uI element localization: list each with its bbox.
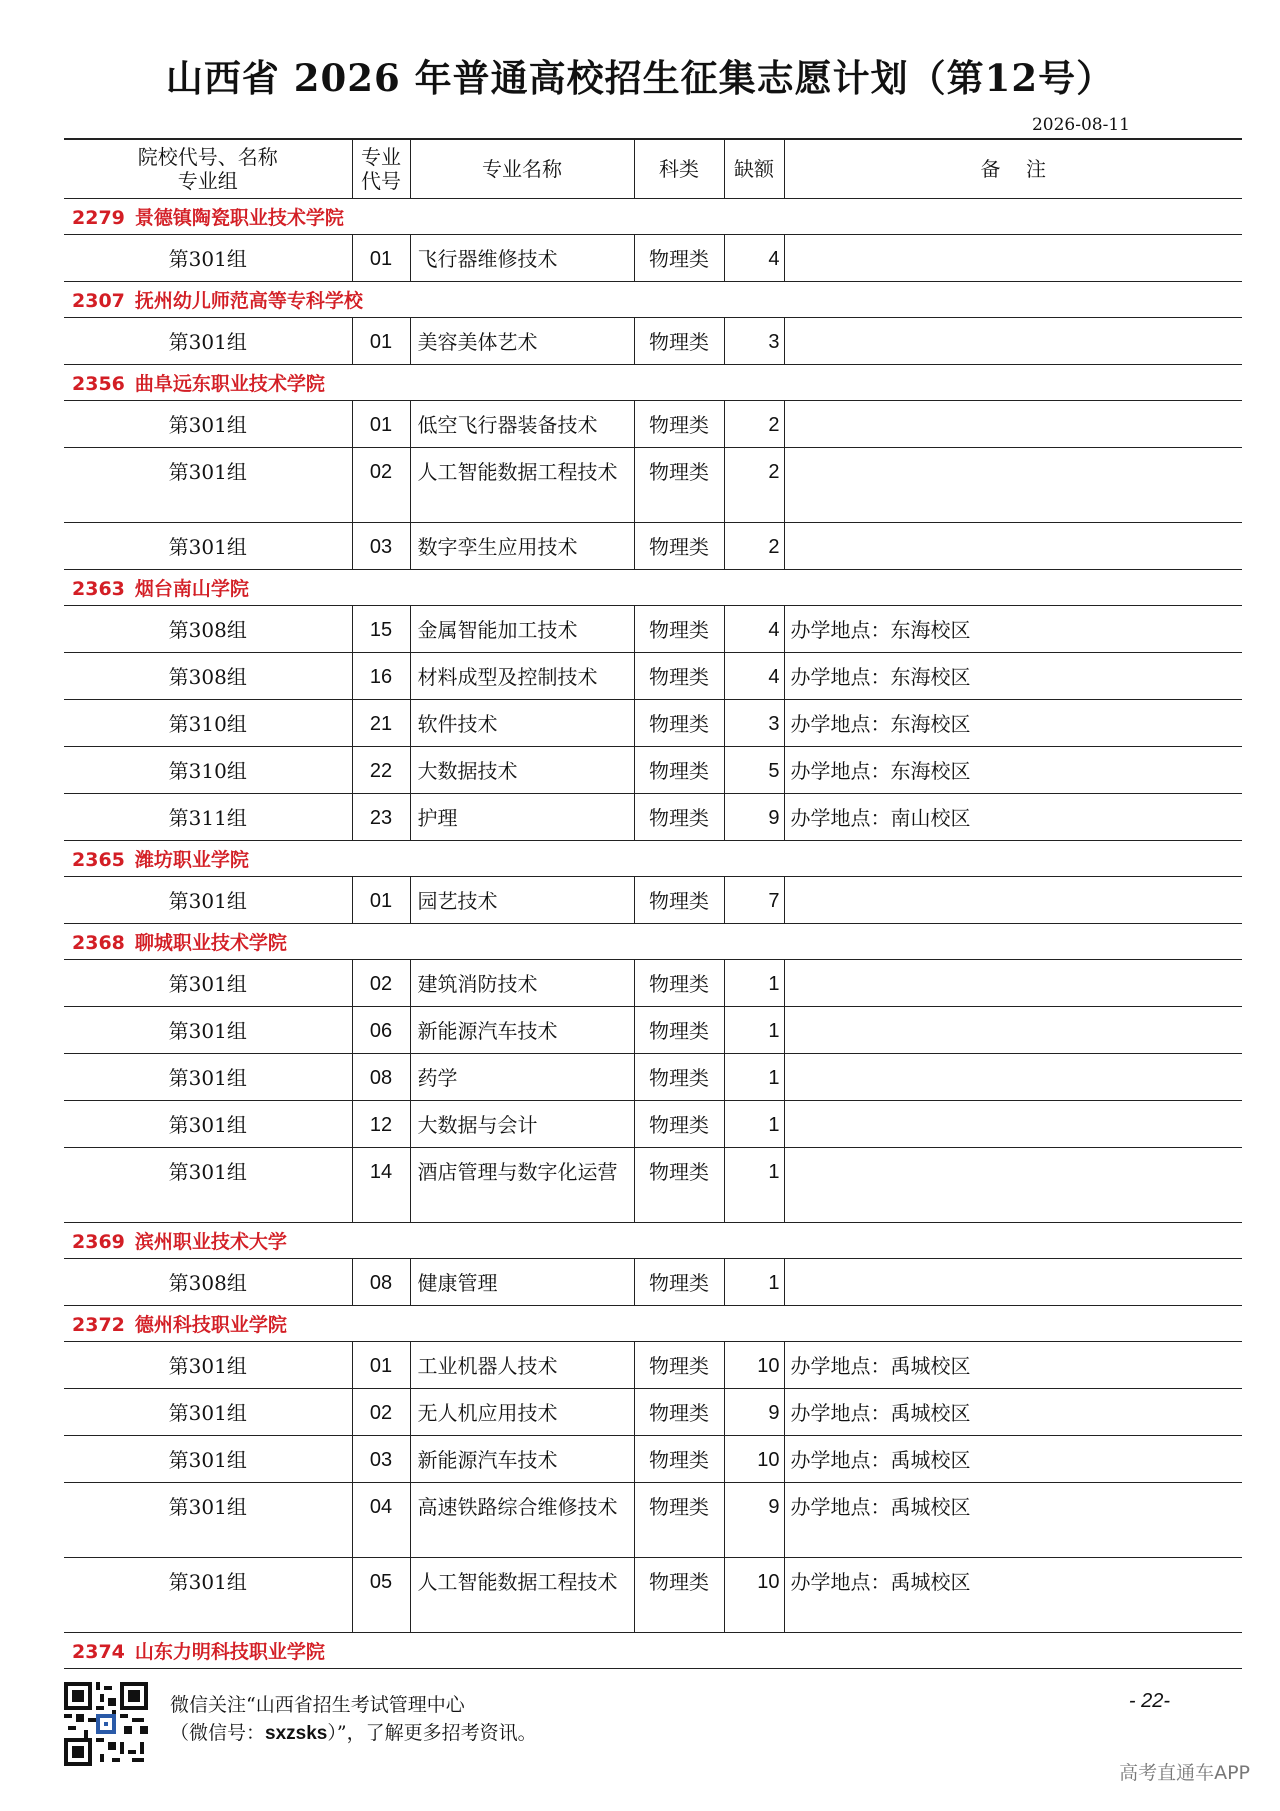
header-school: 院校代号、名称 专业组: [64, 139, 352, 199]
school-name: 抚州幼儿师范高等专科学校: [134, 290, 363, 312]
major-name-cell: 低空飞行器装备技术: [410, 401, 634, 448]
category-cell: 物理类: [634, 448, 724, 523]
footer-divider: [64, 1668, 1242, 1669]
remark-cell: 办学地点：禹城校区: [784, 1389, 1242, 1436]
major-name-cell: 新能源汽车技术: [410, 1007, 634, 1054]
group-cell: 第301组: [64, 877, 352, 924]
major-name-cell: 高速铁路综合维修技术: [410, 1483, 634, 1558]
quota-cell: 1: [724, 960, 784, 1007]
school-cell: [64, 924, 1242, 960]
header-quota: 缺额: [724, 139, 784, 199]
group-cell: 第301组: [64, 235, 352, 282]
group-cell: 第301组: [64, 1101, 352, 1148]
category-cell: 物理类: [634, 747, 724, 794]
major-name-cell: 数字孪生应用技术: [410, 523, 634, 570]
school-cell: [64, 365, 1242, 401]
group-cell: 第310组: [64, 700, 352, 747]
table-row: [64, 653, 1242, 700]
category-cell: 物理类: [634, 1342, 724, 1389]
major-name-cell: 飞行器维修技术: [410, 235, 634, 282]
remark-cell: [784, 401, 1242, 448]
school-code: 2372: [72, 1314, 125, 1336]
category-cell: 物理类: [634, 1054, 724, 1101]
group-cell: 第301组: [64, 1389, 352, 1436]
remark-cell: [784, 877, 1242, 924]
school-cell: [64, 1223, 1242, 1259]
quota-cell: 1: [724, 1148, 784, 1223]
quota-cell: 10: [724, 1558, 784, 1633]
group-cell: 第301组: [64, 401, 352, 448]
category-cell: 物理类: [634, 1007, 724, 1054]
remark-cell: 办学地点：禹城校区: [784, 1436, 1242, 1483]
major-code-cell: 05: [352, 1558, 410, 1633]
header-remark: 备 注: [784, 139, 1242, 199]
quota-cell: 10: [724, 1342, 784, 1389]
quota-cell: 4: [724, 653, 784, 700]
school-code: 2365: [72, 849, 125, 871]
category-cell: 物理类: [634, 1389, 724, 1436]
major-code-cell: 02: [352, 448, 410, 523]
group-cell: 第301组: [64, 1483, 352, 1558]
school-cell: [64, 1306, 1242, 1342]
major-name-cell: 无人机应用技术: [410, 1389, 634, 1436]
major-name-cell: 美容美体艺术: [410, 318, 634, 365]
table-row: [64, 1389, 1242, 1436]
quota-cell: 4: [724, 606, 784, 653]
table-row: [64, 700, 1242, 747]
school-code: 2374: [72, 1641, 125, 1663]
group-cell: 第301组: [64, 1054, 352, 1101]
table-row: [64, 1054, 1242, 1101]
wechat-follow-text: 微信关注“山西省招生考试管理中心: [170, 1694, 465, 1716]
school-row: [64, 365, 1242, 401]
group-cell: 第310组: [64, 747, 352, 794]
school-row: [64, 1633, 1242, 1669]
table-row: [64, 1148, 1242, 1223]
category-cell: 物理类: [634, 401, 724, 448]
remark-cell: 办学地点：禹城校区: [784, 1342, 1242, 1389]
school-cell: [64, 570, 1242, 606]
school-code: 2356: [72, 373, 125, 395]
category-cell: 物理类: [634, 653, 724, 700]
major-code-cell: 15: [352, 606, 410, 653]
category-cell: 物理类: [634, 1148, 724, 1223]
group-cell: 第301组: [64, 1148, 352, 1223]
quota-cell: 1: [724, 1007, 784, 1054]
table-row: [64, 235, 1242, 282]
table-row: [64, 606, 1242, 653]
major-name-cell: 人工智能数据工程技术: [410, 1558, 634, 1633]
document-title: 山西省 2026 年普通高校招生征集志愿计划（第12号）: [165, 56, 1115, 100]
remark-cell: [784, 448, 1242, 523]
major-code-cell: 03: [352, 523, 410, 570]
quota-cell: 2: [724, 401, 784, 448]
school-code: 2363: [72, 578, 125, 600]
table-row: [64, 448, 1242, 523]
major-name-cell: 药学: [410, 1054, 634, 1101]
table-row: [64, 523, 1242, 570]
group-cell: 第301组: [64, 1436, 352, 1483]
group-cell: 第301组: [64, 960, 352, 1007]
major-code-cell: 08: [352, 1259, 410, 1306]
quota-cell: 9: [724, 1483, 784, 1558]
table-row: [64, 318, 1242, 365]
wechat-id-prefix: （微信号：: [170, 1722, 266, 1744]
major-name-cell: 大数据技术: [410, 747, 634, 794]
major-name-cell: 新能源汽车技术: [410, 1436, 634, 1483]
category-cell: 物理类: [634, 1558, 724, 1633]
remark-cell: 办学地点：东海校区: [784, 653, 1242, 700]
table-row: [64, 747, 1242, 794]
remark-cell: 办学地点：东海校区: [784, 700, 1242, 747]
remark-cell: 办学地点：东海校区: [784, 747, 1242, 794]
major-code-cell: 03: [352, 1436, 410, 1483]
quota-cell: 4: [724, 235, 784, 282]
quota-cell: 7: [724, 877, 784, 924]
table-row: [64, 1558, 1242, 1633]
major-name-cell: 护理: [410, 794, 634, 841]
quota-cell: 9: [724, 1389, 784, 1436]
table-header-row: [64, 139, 1242, 199]
major-code-cell: 21: [352, 700, 410, 747]
quota-cell: 1: [724, 1259, 784, 1306]
school-cell: [64, 282, 1242, 318]
school-row: [64, 841, 1242, 877]
remark-cell: [784, 960, 1242, 1007]
school-row: [64, 199, 1242, 235]
major-name-cell: 园艺技术: [410, 877, 634, 924]
remark-cell: [784, 1101, 1242, 1148]
major-code-cell: 23: [352, 794, 410, 841]
page-number: - 22-: [1128, 1690, 1170, 1712]
major-name-cell: 酒店管理与数字化运营: [410, 1148, 634, 1223]
category-cell: 物理类: [634, 606, 724, 653]
major-code-cell: 14: [352, 1148, 410, 1223]
school-name: 潍坊职业学院: [134, 849, 249, 871]
school-code: 2307: [72, 290, 125, 312]
school-cell: [64, 841, 1242, 877]
major-code-cell: 06: [352, 1007, 410, 1054]
remark-cell: [784, 1259, 1242, 1306]
group-cell: 第301组: [64, 1007, 352, 1054]
quota-cell: 3: [724, 318, 784, 365]
group-cell: 第301组: [64, 1558, 352, 1633]
school-name: 聊城职业技术学院: [134, 932, 287, 954]
school-cell: [64, 1633, 1242, 1669]
quota-cell: 1: [724, 1054, 784, 1101]
group-cell: 第301组: [64, 448, 352, 523]
wechat-id-suffix: ）”，了解更多招考资讯。: [327, 1722, 537, 1744]
remark-cell: 办学地点：东海校区: [784, 606, 1242, 653]
school-name: 滨州职业技术大学: [134, 1231, 287, 1253]
school-cell: [64, 199, 1242, 235]
remark-cell: 办学地点：禹城校区: [784, 1558, 1242, 1633]
remark-cell: [784, 1054, 1242, 1101]
table-row: [64, 1436, 1242, 1483]
table-row: [64, 1259, 1242, 1306]
school-code: 2369: [72, 1231, 125, 1253]
quota-cell: 1: [724, 1101, 784, 1148]
school-name: 烟台南山学院: [134, 578, 249, 600]
group-cell: 第308组: [64, 1259, 352, 1306]
remark-cell: [784, 523, 1242, 570]
group-cell: 第308组: [64, 653, 352, 700]
major-name-cell: 软件技术: [410, 700, 634, 747]
remark-cell: 办学地点：禹城校区: [784, 1483, 1242, 1558]
major-code-cell: 02: [352, 960, 410, 1007]
major-code-cell: 04: [352, 1483, 410, 1558]
category-cell: 物理类: [634, 1259, 724, 1306]
category-cell: 物理类: [634, 960, 724, 1007]
school-code: 2368: [72, 932, 125, 954]
header-category: 科类: [634, 139, 724, 199]
major-name-cell: 建筑消防技术: [410, 960, 634, 1007]
school-row: [64, 1223, 1242, 1259]
quota-cell: 5: [724, 747, 784, 794]
school-name: 景德镇陶瓷职业技术学院: [134, 207, 344, 229]
major-code-cell: 12: [352, 1101, 410, 1148]
category-cell: 物理类: [634, 235, 724, 282]
quota-cell: 2: [724, 448, 784, 523]
major-code-cell: 01: [352, 877, 410, 924]
school-code: 2279: [72, 207, 125, 229]
school-row: [64, 1306, 1242, 1342]
group-cell: 第301组: [64, 318, 352, 365]
major-name-cell: 金属智能加工技术: [410, 606, 634, 653]
category-cell: 物理类: [634, 794, 724, 841]
school-name: 山东力明科技职业学院: [134, 1641, 325, 1663]
group-cell: 第301组: [64, 523, 352, 570]
enrollment-plan-table: [64, 138, 1242, 1669]
major-name-cell: 工业机器人技术: [410, 1342, 634, 1389]
remark-cell: [784, 318, 1242, 365]
table-row: [64, 1101, 1242, 1148]
major-code-cell: 02: [352, 1389, 410, 1436]
remark-cell: [784, 1007, 1242, 1054]
table-row: [64, 877, 1242, 924]
remark-cell: 办学地点：南山校区: [784, 794, 1242, 841]
school-row: [64, 924, 1242, 960]
major-name-cell: 大数据与会计: [410, 1101, 634, 1148]
quota-cell: 2: [724, 523, 784, 570]
category-cell: 物理类: [634, 318, 724, 365]
remark-cell: [784, 1148, 1242, 1223]
watermark: 高考直通车APP: [1119, 1762, 1250, 1784]
wechat-id: sxzsks: [265, 1723, 328, 1744]
major-code-cell: 01: [352, 235, 410, 282]
major-code-cell: 22: [352, 747, 410, 794]
document-date: 2026-08-11: [1031, 115, 1130, 135]
table-body: [64, 199, 1242, 1669]
category-cell: 物理类: [634, 523, 724, 570]
table-row: [64, 1342, 1242, 1389]
major-code-cell: 08: [352, 1054, 410, 1101]
group-cell: 第301组: [64, 1342, 352, 1389]
table-row: [64, 960, 1242, 1007]
major-code-cell: 16: [352, 653, 410, 700]
category-cell: 物理类: [634, 877, 724, 924]
group-cell: 第311组: [64, 794, 352, 841]
table-row: [64, 1007, 1242, 1054]
major-code-cell: 01: [352, 401, 410, 448]
table-row: [64, 794, 1242, 841]
category-cell: 物理类: [634, 1436, 724, 1483]
category-cell: 物理类: [634, 1101, 724, 1148]
table-row: [64, 1483, 1242, 1558]
quota-cell: 3: [724, 700, 784, 747]
major-name-cell: 材料成型及控制技术: [410, 653, 634, 700]
school-name: 德州科技职业学院: [134, 1314, 287, 1336]
quota-cell: 9: [724, 794, 784, 841]
header-major-name: 专业名称: [410, 139, 634, 199]
header-major-code: 专业 代号: [352, 139, 410, 199]
remark-cell: [784, 235, 1242, 282]
major-code-cell: 01: [352, 318, 410, 365]
school-row: [64, 282, 1242, 318]
category-cell: 物理类: [634, 1483, 724, 1558]
wechat-id-line: [170, 1718, 537, 1745]
school-row: [64, 570, 1242, 606]
group-cell: 第308组: [64, 606, 352, 653]
major-name-cell: 人工智能数据工程技术: [410, 448, 634, 523]
major-name-cell: 健康管理: [410, 1259, 634, 1306]
major-code-cell: 01: [352, 1342, 410, 1389]
qr-code-icon: [64, 1682, 148, 1766]
quota-cell: 10: [724, 1436, 784, 1483]
category-cell: 物理类: [634, 700, 724, 747]
school-name: 曲阜远东职业技术学院: [134, 373, 325, 395]
table-row: [64, 401, 1242, 448]
